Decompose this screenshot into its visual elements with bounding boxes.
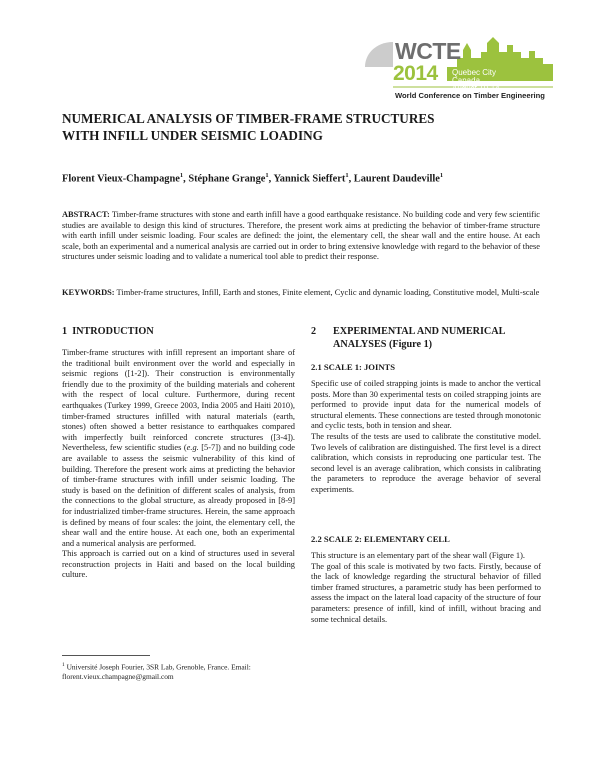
- footnote: [62, 661, 295, 682]
- subsection-heading-joints: 2.1 SCALE 1: JOINTS: [311, 362, 396, 372]
- logo-city-line: Quebec City: [452, 68, 497, 77]
- author-separator: ,: [348, 173, 354, 185]
- paper-title-line: WITH INFILL UNDER SEISMIC LOADING: [62, 128, 323, 143]
- author-affiliation-mark: 1: [345, 172, 349, 179]
- section-number: 2: [311, 326, 317, 337]
- logo-city: [452, 69, 500, 93]
- paragraph: The results of the tests are used to calibrate the constitutive model. Two levels of calibration are distinguished. The first level is a direct calibration, which consists in reproducing one particular test. The second level is an average calibration, which consists in calibrating the parameters to reproduce the average behavior of several experiments.: [311, 431, 541, 494]
- author-name: Florent Vieux-Champagne: [62, 173, 180, 185]
- footnote-rule: [62, 655, 150, 656]
- introduction-body: [62, 348, 295, 581]
- abstract-label: ABSTRACT:: [62, 210, 110, 219]
- paragraph: [62, 348, 295, 549]
- keywords: [62, 288, 540, 299]
- footnote-text: Université Joseph Fourier, 3SR Lab, Grenoble, France. Email: florent.vieux.champagne@gmail.com: [62, 662, 251, 682]
- section-title-line: ANALYSES (Figure 1): [333, 339, 433, 350]
- author-separator: ,: [268, 173, 274, 185]
- paragraph-text: [5-7]) and no building code are available to assess the seismic vulnerability of this kind of building. Therefore the present work aims at predicting the behavior of timber-frame structures with infill under seismic loading. The study is based on the definition of different scales of analysis, from the connections to the global structure, as already proposed in [8-9] for industrialized timber-frame structures. Herein, the same approach is defined by means of four scales: the joint, the elementary cell, the shear wall and the entire house. At each one, both an experimental and a numerical analysis are performed.: [62, 443, 295, 548]
- author-list: [62, 169, 542, 185]
- author-affiliation-mark: 1: [265, 172, 269, 179]
- abstract-text: Timber-frame structures with stone and earth infill have a good earthquake resistance. No building code and very few scientific studies are available to design this kind of structures. Therefore, the present work aims at predicting the behavior of timber-frame structure with earth infill under seismic loading. Four scales are defined: the joint, the elementary cell, the shear wall and the entire house. At each scale, both an experimental and a numerical analysis are carried out in order to bring extensive knowledge with regard to the behavior of these structures under seismic loading and to validate a numerical tool able to predict their response.: [62, 210, 540, 262]
- paper-title: [62, 110, 532, 144]
- logo-wcte: WCTE: [395, 38, 461, 64]
- logo-conference-name: World Conference on Timber Engineering: [395, 91, 545, 100]
- author-name: Laurent Daudeville: [353, 173, 440, 185]
- footnote-mark: 1: [62, 662, 65, 668]
- logo-year: 2014: [393, 62, 438, 85]
- section-title: INTRODUCTION: [72, 326, 154, 337]
- paragraph: This approach is carried out on a kind of structures used in several reconstruction projects in Haiti and based on the local building culture.: [62, 549, 295, 580]
- section-title-line: EXPERIMENTAL AND NUMERICAL: [333, 326, 506, 337]
- author-name: Stéphane Grange: [188, 173, 266, 185]
- section-title: [333, 325, 541, 351]
- author-name: Yannick Sieffert: [273, 173, 346, 185]
- paper-title-line: NUMERICAL ANALYSIS OF TIMBER-FRAME STRUCTURES: [62, 111, 435, 126]
- italic-text: e.g.: [186, 443, 199, 453]
- keywords-label: KEYWORDS:: [62, 288, 115, 297]
- subsection-heading-elementary-cell: 2.2 SCALE 2: ELEMENTARY CELL: [311, 534, 450, 544]
- author-affiliation-mark: 1: [439, 172, 444, 179]
- section-heading-experimental: [311, 325, 541, 351]
- paragraph-text: Timber-frame structures with infill represent an important share of the traditional built environment over the world and especially in seismic regions ([1-2]). Their construction is environmentally friendly due to the proximity of the building materials and coherent with the respect of local culture. Furthermore, during recent earthquakes (Turkey 1999, Greece 2003, India 2005 and Haiti 2010), timber-framed structures infilled with natural materials (earth, stones) often showed a better resistance to earthquakes compared with imperfectly built reinforced concrete structures ([3-4]). Nevertheless, few scientific studies (: [62, 348, 295, 453]
- conference-logo: [363, 33, 558, 103]
- keywords-text: Timber-frame structures, Infill, Earth and stones, Finite element, Cyclic and dynamic loading, Constitutive model, Multi-scale: [116, 288, 540, 297]
- section-number: 1: [62, 326, 68, 337]
- logo-date-line: August 10-14: [452, 84, 500, 93]
- section-heading-introduction: [62, 325, 297, 338]
- author-separator: ,: [183, 173, 189, 185]
- abstract: [62, 210, 540, 263]
- paragraph: This structure is an elementary part of the shear wall (Figure 1).: [311, 551, 525, 560]
- paragraph: Specific use of coiled strapping joints is made to anchor the vertical posts. More than 30 experimental tests on coiled strapping joints are performed to provide input data for the numerical models of structural elements. These connections are tested through monotonic and cyclic tests, both in tension and shear.: [311, 379, 541, 431]
- paragraph: The goal of this scale is motivated by two facts. Firstly, because of the lack of knowledge regarding the structural behavior of filled timber framed structures, a parametric study has been performed to assess the impact on the lateral load capacity of the structure of four parameters: presence of infill, kind of infill, without bracing and some technical details.: [311, 561, 541, 624]
- logo-country-line: Canada: [452, 76, 481, 85]
- author-affiliation-mark: 1: [179, 172, 184, 179]
- subsection-joints-body: [311, 379, 541, 496]
- subsection-elementary-cell-body: [311, 551, 541, 625]
